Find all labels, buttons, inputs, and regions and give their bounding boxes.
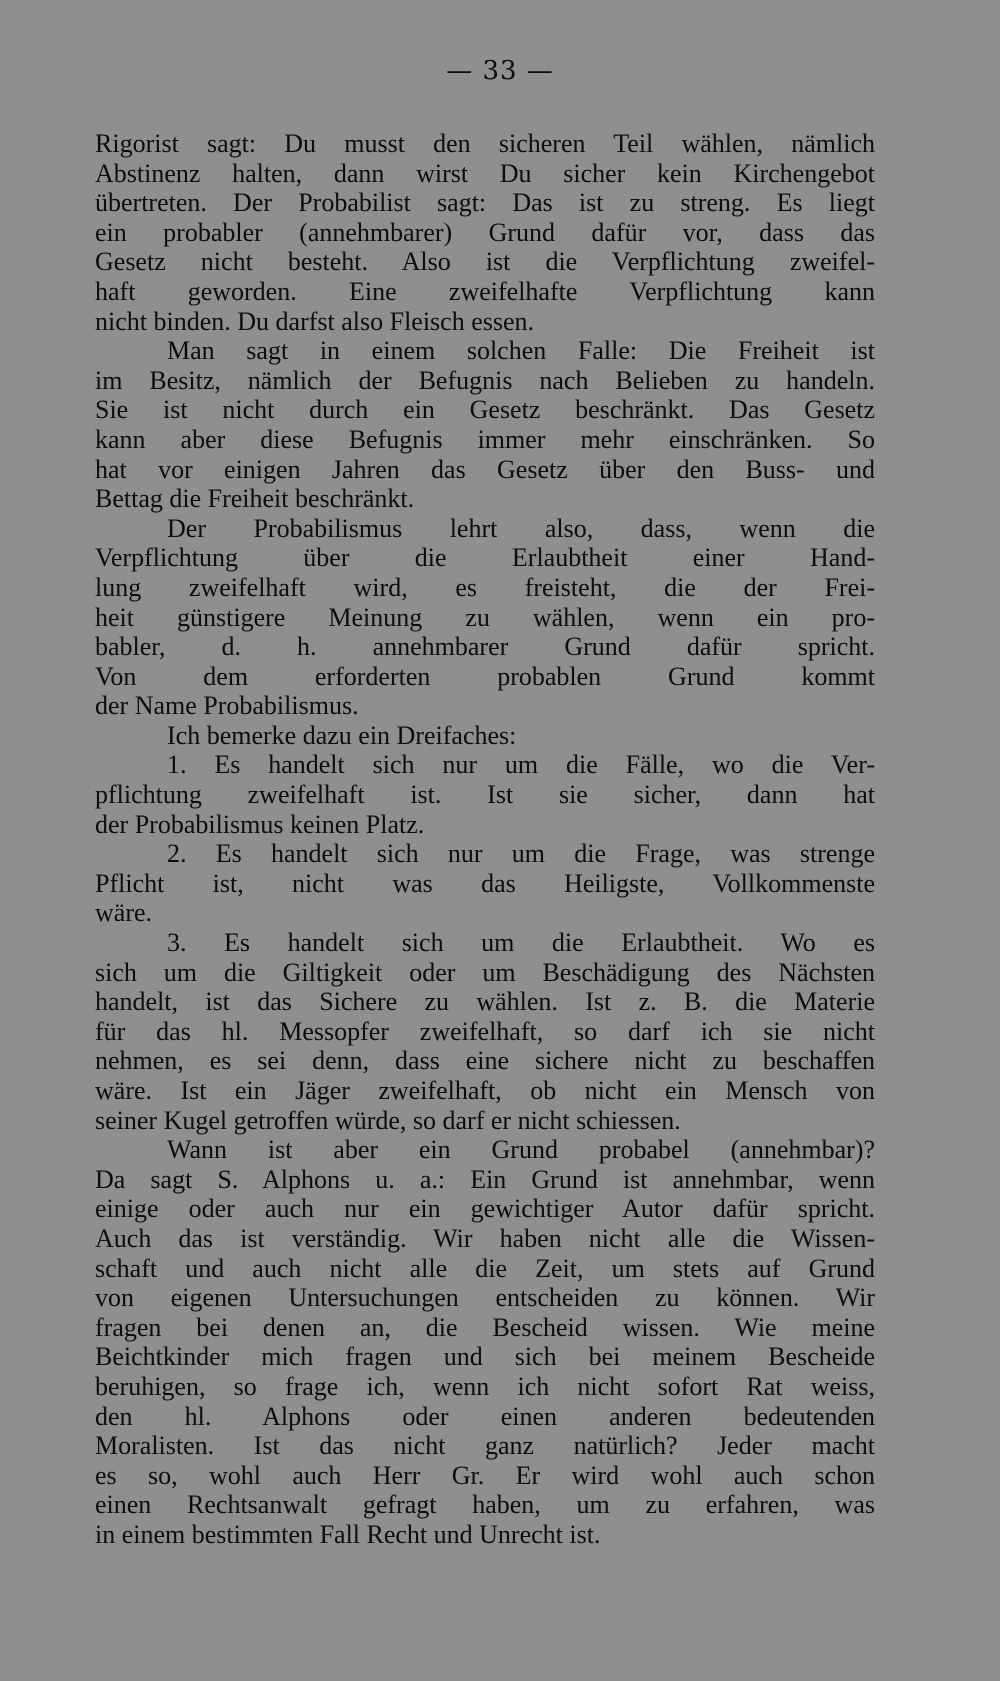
text-line: beruhigen, so frage ich, wenn ich nicht sofort Rat weiss, <box>95 1371 875 1401</box>
text-line: Beichtkinder mich fragen und sich bei meinem Bescheide <box>95 1342 875 1372</box>
text-line: sich um die Giltigkeit oder um Beschädigung des Nächsten <box>95 957 875 987</box>
text-line: handelt, ist das Sichere zu wählen. Ist z. B. die Materie <box>95 987 875 1017</box>
text-line: Rigorist sagt: Du musst den sicheren Teil wählen, nämlich <box>95 129 875 158</box>
text-line: babler, d. h. annehmbarer Grund dafür spricht. <box>95 632 875 662</box>
text-line: ein probabler (annehmbarer) Grund dafür vor, dass das <box>95 217 875 247</box>
text-line: heit günstigere Meinung zu wählen, wenn ein pro- <box>95 602 875 632</box>
text-line: nehmen, es sei denn, dass eine sichere nicht zu beschaffen <box>95 1046 875 1076</box>
text-line: den hl. Alphons oder einen anderen bedeutenden <box>95 1401 875 1431</box>
text-line: übertreten. Der Probabilist sagt: Das ist zu streng. Es liegt <box>95 188 875 218</box>
text-line: Verpflichtung über die Erlaubtheit einer Hand- <box>95 543 875 573</box>
text-line: Von dem erforderten probablen Grund kommt <box>95 661 875 691</box>
text-line: Abstinenz halten, dann wirst Du sicher kein Kirchengebot <box>95 158 875 188</box>
text-line: wäre. <box>95 898 153 928</box>
text-line: Auch das ist verständig. Wir haben nicht alle die Wissen- <box>95 1223 875 1253</box>
text-line: Gesetz nicht besteht. Also ist die Verpflichtung zweifel- <box>95 247 875 277</box>
text-line: 3. Es handelt sich um die Erlaubtheit. Wo es <box>167 928 875 958</box>
text-line: der Name Probabilismus. <box>95 691 359 721</box>
text-line: 1. Es handelt sich nur um die Fälle, wo die Ver- <box>167 750 875 780</box>
text-line: Bettag die Freiheit beschränkt. <box>95 484 415 514</box>
text-line: schaft und auch nicht alle die Zeit, um stets auf Grund <box>95 1253 875 1283</box>
page-number: — 33 — <box>446 56 554 86</box>
body-text <box>95 129 875 1550</box>
text-line: nicht binden. Du darfst also Fleisch essen. <box>95 306 535 336</box>
text-line: einige oder auch nur ein gewichtiger Autor dafür spricht. <box>95 1194 875 1224</box>
text-line: für das hl. Messopfer zweifelhaft, so darf ich sie nicht <box>95 1016 875 1046</box>
text-line: wäre. Ist ein Jäger zweifelhaft, ob nicht ein Mensch von <box>95 1076 875 1105</box>
text-line: von eigenen Untersuchungen entscheiden zu können. Wir <box>95 1283 875 1313</box>
text-line: kann aber diese Befugnis immer mehr einschränken. So <box>95 424 875 454</box>
text-line: Der Probabilismus lehrt also, dass, wenn die <box>167 513 875 543</box>
text-line: haft geworden. Eine zweifelhafte Verpflichtung kann <box>95 276 875 306</box>
text-line: hat vor einigen Jahren das Gesetz über den Buss- und <box>95 454 875 484</box>
text-line: fragen bei denen an, die Bescheid wissen. Wie meine <box>95 1312 875 1342</box>
text-line: Da sagt S. Alphons u. a.: Ein Grund ist annehmbar, wenn <box>95 1164 875 1194</box>
text-line: der Probabilismus keinen Platz. <box>95 809 425 839</box>
text-line: es so, wohl auch Herr Gr. Er wird wohl auch schon <box>95 1460 875 1490</box>
text-line: seiner Kugel getroffen würde, so darf er nicht schiessen. <box>95 1105 681 1135</box>
text-line: Moralisten. Ist das nicht ganz natürlich? Jeder macht <box>95 1431 875 1461</box>
text-line: Man sagt in einem solchen Falle: Die Freiheit ist <box>167 336 875 366</box>
text-line: lung zweifelhaft wird, es freisteht, die der Frei- <box>95 572 875 602</box>
text-line: Pflicht ist, nicht was das Heiligste, Vollkommenste <box>95 868 875 898</box>
text-line: im Besitz, nämlich der Befugnis nach Belieben zu handeln. <box>95 365 875 395</box>
text-line: Sie ist nicht durch ein Gesetz beschränkt. Das Gesetz <box>95 395 875 425</box>
text-line: 2. Es handelt sich nur um die Frage, was strenge <box>167 839 875 869</box>
text-line: pflichtung zweifelhaft ist. Ist sie sicher, dann hat <box>95 780 875 810</box>
text-line: einen Rechtsanwalt gefragt haben, um zu erfahren, was <box>95 1490 875 1520</box>
text-line: Ich bemerke dazu ein Dreifaches: <box>167 720 517 750</box>
text-line: in einem bestimmten Fall Recht und Unrecht ist. <box>95 1519 601 1549</box>
text-line: Wann ist aber ein Grund probabel (annehmbar)? <box>167 1135 875 1165</box>
